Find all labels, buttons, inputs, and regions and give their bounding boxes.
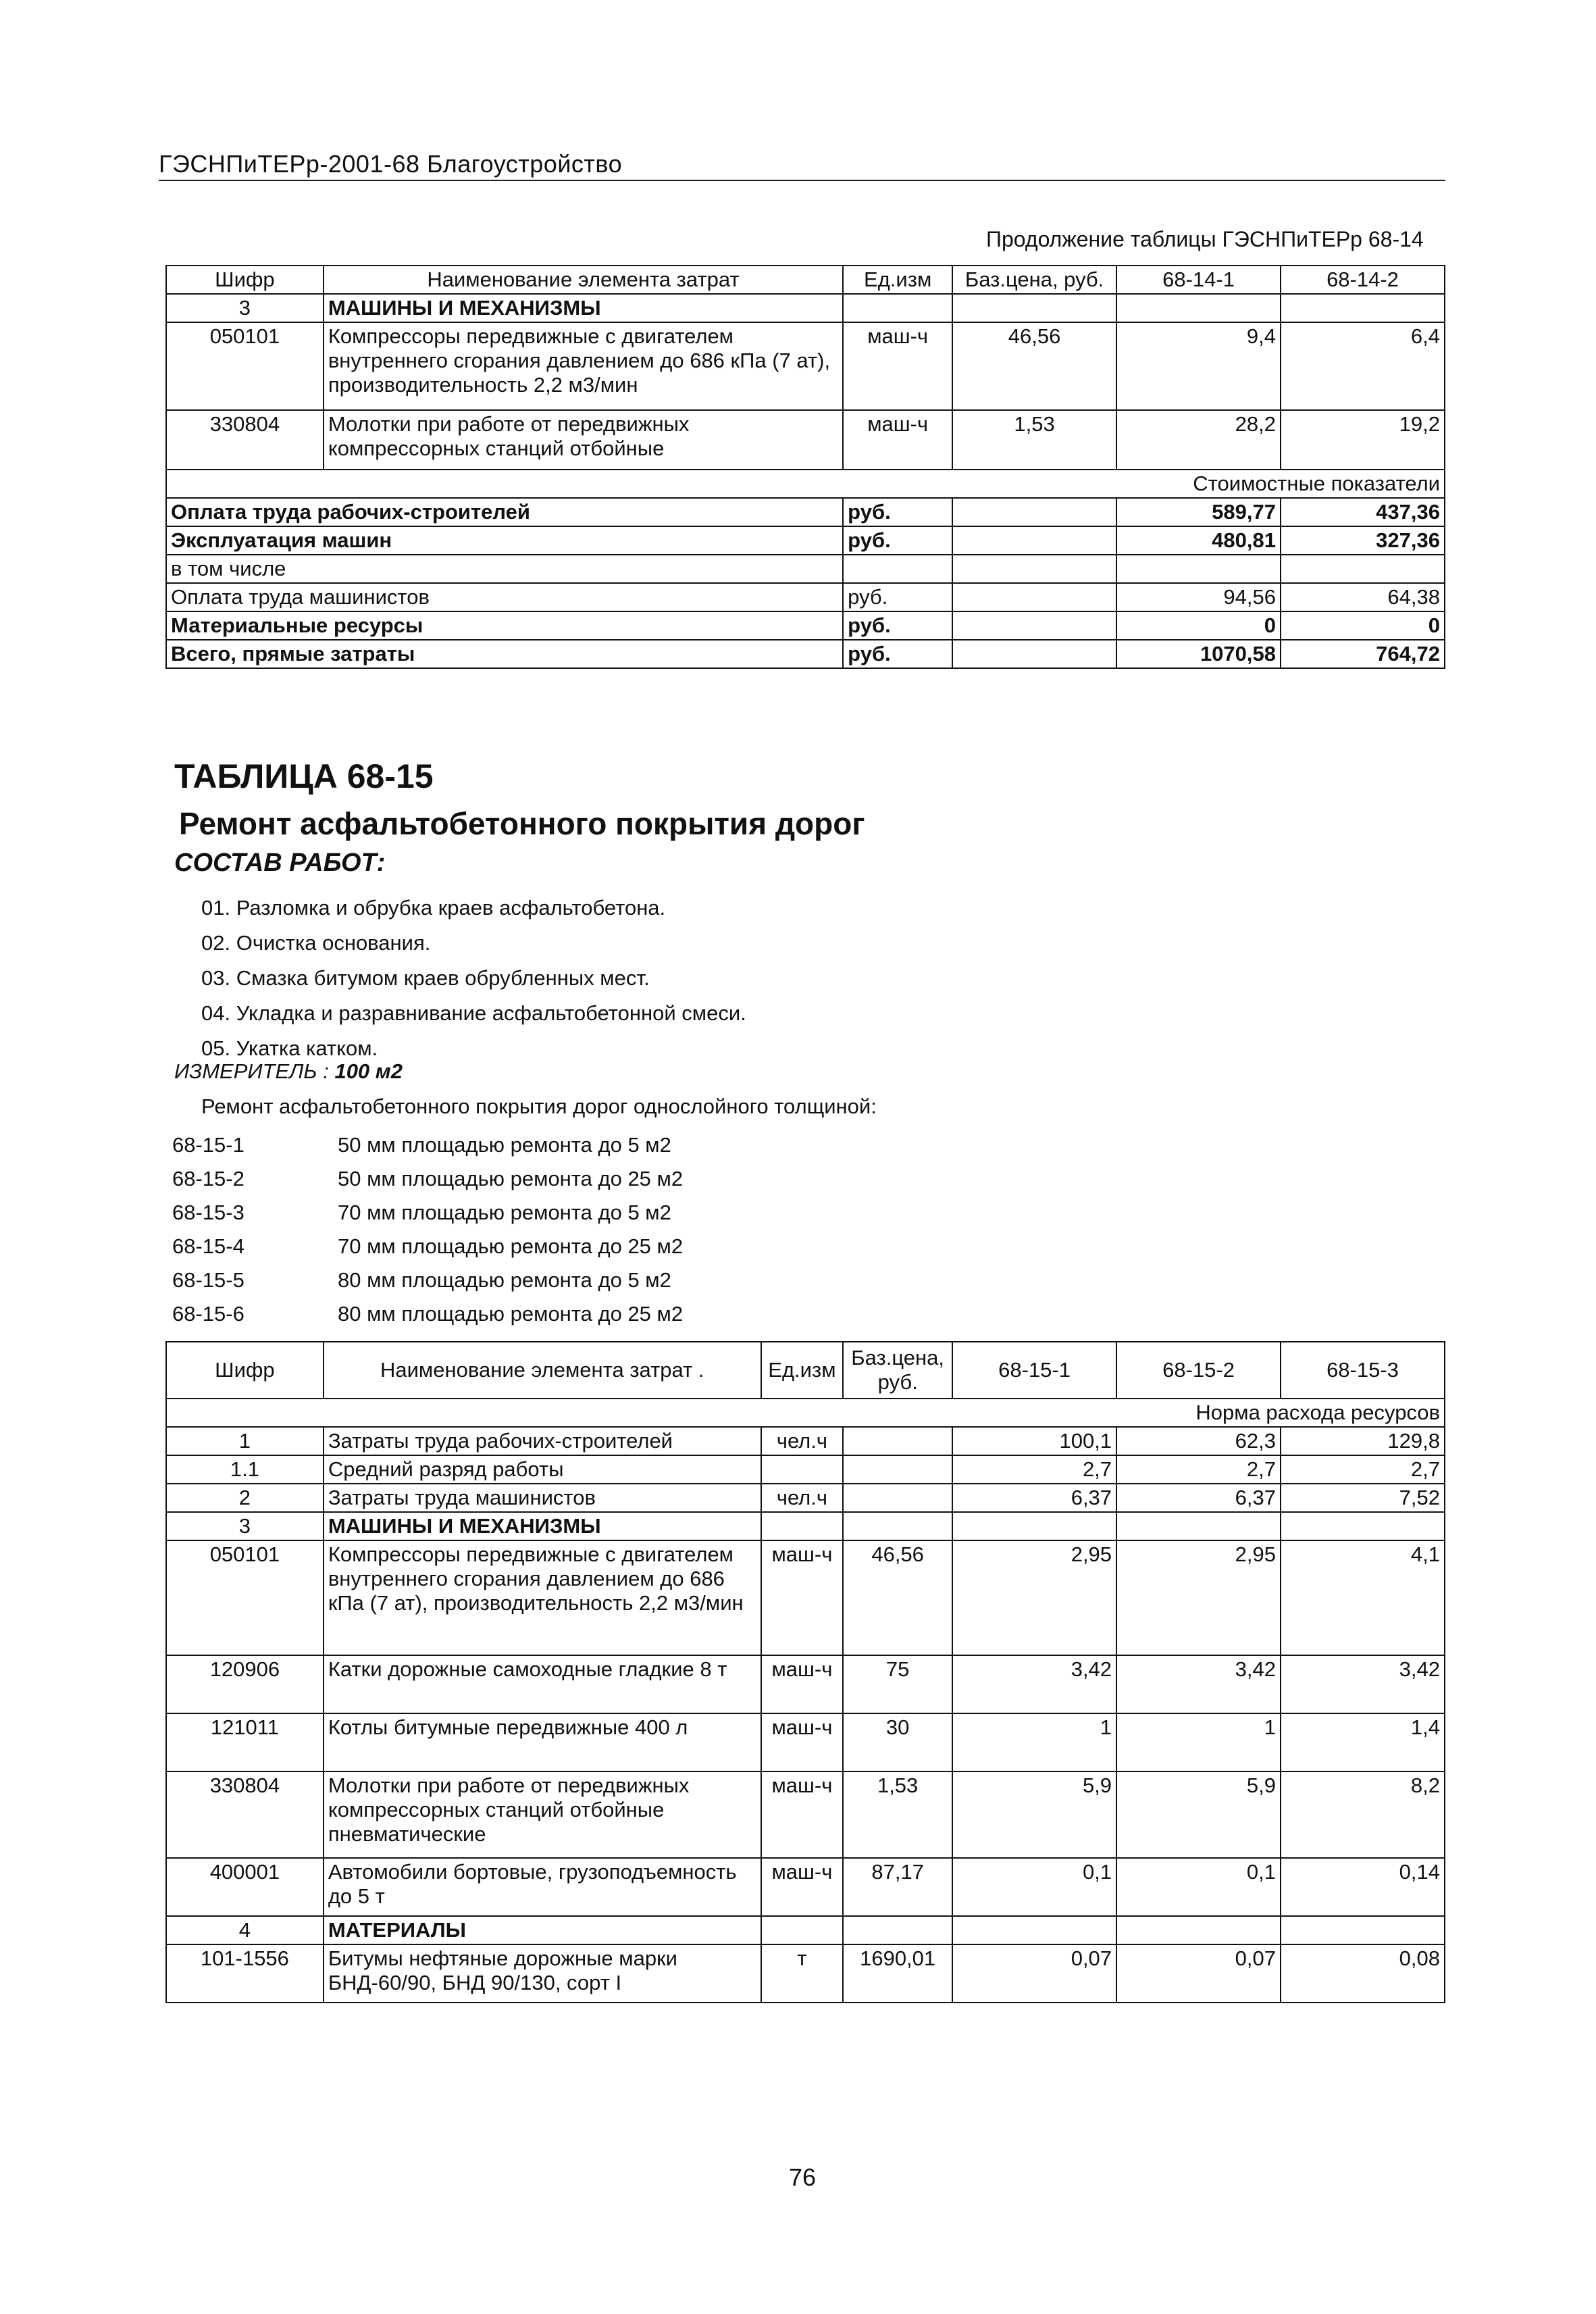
measure-value: 100 м2 [334, 1059, 403, 1083]
description: Ремонт асфальтобетонного покрытия дорог однослойного толщиной: [201, 1095, 877, 1118]
code: 68-15-5 [172, 1268, 244, 1292]
row-name: Молотки при работе от передвижных компрессорных станций отбойные [324, 410, 843, 470]
row-value-3: 1,4 [1281, 1713, 1445, 1771]
list-item: 04. Укладка и разравнивание асфальтобетонной смеси. [201, 1001, 746, 1025]
row-value-3: 3,42 [1281, 1655, 1445, 1713]
row-price: 46,56 [843, 1540, 952, 1655]
table-title: ТАБЛИЦА 68-15 [174, 757, 434, 795]
row-price: 75 [843, 1655, 952, 1713]
table-row [166, 294, 1445, 322]
codes-list [172, 1128, 683, 1331]
table-row [166, 1484, 1445, 1512]
row-unit: маш-ч [761, 1540, 843, 1655]
code: 68-15-4 [172, 1234, 244, 1258]
code-text: 80 мм площадью ремонта до 25 м2 [338, 1302, 684, 1326]
list-item [172, 1297, 683, 1331]
row-value-2: 6,4 [1281, 322, 1445, 410]
row-value-1: 1 [952, 1713, 1116, 1771]
table-row [166, 1858, 1445, 1916]
table-row [166, 1713, 1445, 1771]
row-value-2: 6,37 [1116, 1484, 1281, 1512]
norm-header-row [166, 1399, 1445, 1427]
row-name: Катки дорожные самоходные гладкие 8 т [324, 1655, 761, 1713]
works-list [201, 890, 746, 1066]
row-code: 330804 [166, 410, 324, 470]
row-value-1: 0,1 [952, 1858, 1116, 1916]
list-item: 02. Очистка основания. [201, 931, 431, 955]
table-header-row [166, 266, 1445, 294]
row-code: 120906 [166, 1655, 324, 1713]
cost-value-2 [1281, 555, 1445, 583]
row-unit: маш-ч [761, 1713, 843, 1771]
list-item: 05. Укатка катком. [201, 1036, 378, 1060]
row-price [843, 1484, 952, 1512]
col-header-68-14-2: 68-14-2 [1281, 266, 1445, 294]
row-unit: чел.ч [761, 1427, 843, 1455]
row-value-1: 3,42 [952, 1655, 1116, 1713]
row-code: 400001 [166, 1858, 324, 1916]
cost-unit: руб. [843, 583, 952, 611]
cost-value-2: 764,72 [1281, 640, 1445, 668]
measure-line [174, 1059, 403, 1084]
row-value-2: 1 [1116, 1713, 1281, 1771]
cost-name: Оплата труда рабочих-строителей [166, 498, 843, 526]
col-header-code: Шифр [166, 266, 324, 294]
cost-value-2: 327,36 [1281, 526, 1445, 555]
row-price: 1,53 [952, 410, 1116, 470]
row-value-3: 4,1 [1281, 1540, 1445, 1655]
row-unit [761, 1455, 843, 1484]
cost-row [166, 583, 1445, 611]
row-name: Молотки при работе от передвижных компрессорных станций отбойные пневматические [324, 1771, 761, 1858]
row-value-1: 28,2 [1116, 410, 1281, 470]
row-price: 1,53 [843, 1771, 952, 1858]
page-number: 76 [789, 2163, 817, 2191]
row-code: 1 [166, 1427, 324, 1455]
table-row [166, 410, 1445, 470]
cost-name: Эксплуатация машин [166, 526, 843, 555]
cost-name: Материальные ресурсы [166, 611, 843, 640]
table-row [166, 1512, 1445, 1540]
row-code: 050101 [166, 322, 324, 410]
row-value-2: 19,2 [1281, 410, 1445, 470]
row-value-1: 2,95 [952, 1540, 1116, 1655]
row-price [843, 1427, 952, 1455]
section-title: МАШИНЫ И МЕХАНИЗМЫ [324, 294, 843, 322]
cost-unit: руб. [843, 498, 952, 526]
cost-value-2: 64,38 [1281, 583, 1445, 611]
cost-value-1: 480,81 [1116, 526, 1281, 555]
row-unit: маш-ч [843, 410, 952, 470]
code-text: 50 мм площадью ремонта до 25 м2 [338, 1167, 684, 1190]
row-value-1: 0,07 [952, 1944, 1116, 2003]
table-row [166, 1427, 1445, 1455]
cost-value-2: 0 [1281, 611, 1445, 640]
code: 68-15-6 [172, 1302, 244, 1326]
cost-row [166, 498, 1445, 526]
row-name: Средний разряд работы [324, 1455, 761, 1484]
row-code: 1.1 [166, 1455, 324, 1484]
row-value-2: 62,3 [1116, 1427, 1281, 1455]
page-header: ГЭСНПиТЕРр-2001-68 Благоустройство [159, 150, 1445, 181]
cost-unit: руб. [843, 526, 952, 555]
row-value-3: 2,7 [1281, 1455, 1445, 1484]
code-text: 70 мм площадью ремонта до 25 м2 [338, 1234, 684, 1258]
row-unit: маш-ч [761, 1858, 843, 1916]
cost-name: Оплата труда машинистов [166, 583, 843, 611]
cost-value-1: 0 [1116, 611, 1281, 640]
row-value-3: 8,2 [1281, 1771, 1445, 1858]
row-value-2: 0,07 [1116, 1944, 1281, 2003]
row-name: Автомобили бортовые, грузоподъемность до 5 т [324, 1858, 761, 1916]
table-row [166, 1655, 1445, 1713]
table-68-15 [165, 1341, 1445, 2003]
code-text: 50 мм площадью ремонта до 5 м2 [338, 1133, 671, 1157]
row-value-3: 0,14 [1281, 1858, 1445, 1916]
cost-value-1: 1070,58 [1116, 640, 1281, 668]
col-header-unit: Ед.изм [761, 1342, 843, 1399]
section-code: 4 [166, 1916, 324, 1944]
code: 68-15-1 [172, 1133, 244, 1157]
row-unit: маш-ч [761, 1655, 843, 1713]
row-value-2: 2,7 [1116, 1455, 1281, 1484]
table-row [166, 1771, 1445, 1858]
cost-unit [843, 555, 952, 583]
row-name: Компрессоры передвижные с двигателем внутреннего сгорания давлением до 686 кПа (7 ат), производительность 2,2 м3/мин [324, 1540, 761, 1655]
row-value-3: 0,08 [1281, 1944, 1445, 2003]
list-item [172, 1263, 683, 1297]
row-value-3: 7,52 [1281, 1484, 1445, 1512]
row-value-2: 3,42 [1116, 1655, 1281, 1713]
cost-name: Всего, прямые затраты [166, 640, 843, 668]
code: 68-15-3 [172, 1201, 244, 1224]
cost-name: в том числе [166, 555, 843, 583]
row-code: 330804 [166, 1771, 324, 1858]
table-68-14-continuation [165, 265, 1445, 669]
row-price: 1690,01 [843, 1944, 952, 2003]
cost-unit: руб. [843, 611, 952, 640]
list-item: 01. Разломка и обрубка краев асфальтобетона. [201, 896, 666, 920]
measure-label: ИЗМЕРИТЕЛЬ : [174, 1059, 329, 1083]
row-name: Битумы нефтяные дорожные марки БНД-60/90, БНД 90/130, сорт I [324, 1944, 761, 2003]
section-code: 3 [166, 294, 324, 322]
row-code: 101-1556 [166, 1944, 324, 2003]
table-row [166, 1540, 1445, 1655]
row-name: Затраты труда рабочих-строителей [324, 1427, 761, 1455]
cost-row [166, 526, 1445, 555]
cost-row [166, 611, 1445, 640]
list-item [172, 1128, 683, 1162]
row-price: 87,17 [843, 1858, 952, 1916]
cost-unit: руб. [843, 640, 952, 668]
col-header-unit: Ед.изм [843, 266, 952, 294]
code-text: 80 мм площадью ремонта до 5 м2 [338, 1268, 671, 1292]
col-header-name: Наименование элемента затрат . [324, 1342, 761, 1399]
cost-value-1 [1116, 555, 1281, 583]
col-header-name: Наименование элемента затрат [324, 266, 843, 294]
row-price [843, 1455, 952, 1484]
cost-row [166, 640, 1445, 668]
row-unit: маш-ч [843, 322, 952, 410]
row-value-1: 6,37 [952, 1484, 1116, 1512]
section-title: МАТЕРИАЛЫ [324, 1916, 761, 1944]
section-title: МАШИНЫ И МЕХАНИЗМЫ [324, 1512, 761, 1540]
row-value-2: 5,9 [1116, 1771, 1281, 1858]
table1-caption: Продолжение таблицы ГЭСНПиТЕРр 68-14 [986, 227, 1424, 251]
row-unit: маш-ч [761, 1771, 843, 1858]
row-value-1: 9,4 [1116, 322, 1281, 410]
table-row [166, 322, 1445, 410]
row-value-1: 5,9 [952, 1771, 1116, 1858]
table-row [166, 1455, 1445, 1484]
cost-row [166, 555, 1445, 583]
cost-value-1: 589,77 [1116, 498, 1281, 526]
col-header-price: Баз.цена, руб. [952, 266, 1116, 294]
row-name: Компрессоры передвижные с двигателем внутреннего сгорания давлением до 686 кПа (7 ат), производительность 2,2 м3/мин [324, 322, 843, 410]
row-unit: чел.ч [761, 1484, 843, 1512]
list-item [172, 1230, 683, 1263]
row-code: 121011 [166, 1713, 324, 1771]
col-header-68-15-2: 68-15-2 [1116, 1342, 1281, 1399]
section-code: 3 [166, 1512, 324, 1540]
list-item [172, 1196, 683, 1230]
table-subtitle: Ремонт асфальтобетонного покрытия дорог [179, 806, 865, 841]
cost-value-2: 437,36 [1281, 498, 1445, 526]
list-item: 03. Смазка битумом краев обрубленных мест. [201, 966, 650, 990]
row-value-1: 100,1 [952, 1427, 1116, 1455]
col-header-68-14-1: 68-14-1 [1116, 266, 1281, 294]
row-price: 30 [843, 1713, 952, 1771]
col-header-price: Баз.цена, руб. [843, 1342, 952, 1399]
norm-header: Норма расхода ресурсов [166, 1399, 1445, 1427]
code-text: 70 мм площадью ремонта до 5 м2 [338, 1201, 671, 1224]
table-row [166, 1916, 1445, 1944]
col-header-68-15-3: 68-15-3 [1281, 1342, 1445, 1399]
row-value-1: 2,7 [952, 1455, 1116, 1484]
table-header-row [166, 1342, 1445, 1399]
row-value-2: 2,95 [1116, 1540, 1281, 1655]
cost-value-1: 94,56 [1116, 583, 1281, 611]
composition-title: СОСТАВ РАБОТ: [174, 849, 386, 877]
row-price: 46,56 [952, 322, 1116, 410]
col-header-68-15-1: 68-15-1 [952, 1342, 1116, 1399]
list-item [172, 1162, 683, 1196]
cost-header: Стоимостные показатели [166, 470, 1445, 498]
row-value-2: 0,1 [1116, 1858, 1281, 1916]
row-value-3: 129,8 [1281, 1427, 1445, 1455]
row-name: Затраты труда машинистов [324, 1484, 761, 1512]
code: 68-15-2 [172, 1167, 244, 1190]
table-row [166, 1944, 1445, 2003]
row-name: Котлы битумные передвижные 400 л [324, 1713, 761, 1771]
row-code: 050101 [166, 1540, 324, 1655]
row-unit: т [761, 1944, 843, 2003]
cost-header-row [166, 470, 1445, 498]
col-header-code: Шифр [166, 1342, 324, 1399]
row-code: 2 [166, 1484, 324, 1512]
